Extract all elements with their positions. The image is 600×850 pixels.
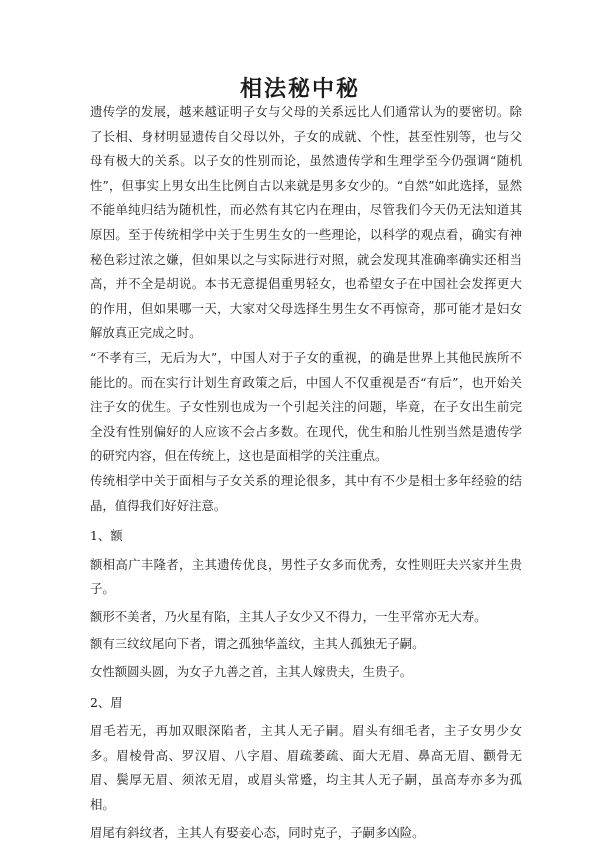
section-heading: 2、眉 <box>90 694 123 710</box>
section-entry: 额相高广丰隆者，主其遗传优良，男性子女多而优秀，女性则旺夫兴家并生贵子。 <box>90 556 522 597</box>
section-entry: 眉尾有斜纹者，主其人有娶妾心态，同时克子，子嗣多凶险。 <box>90 824 425 840</box>
intro-paragraph-2: “不孝有三，无后为大”，中国人对于子女的重视，的确是世界上其他民族所不能比的。而在实行计划生育政策之后，中国人不仅重视是否“有后”，也开始关注子女的优生。子女性别也成为一个引起关注的问题，毕竟，在子女出生前完全没有性别偏好的人应该不会占多数。在现代，优生和胎儿性别当然是遗传学的研究内容，但在传统上，这也是面相学的关注重点。 <box>90 349 522 464</box>
section-entry: 女性额圆头圆，为女子九善之首，主其人嫁贵夫，生贵子。 <box>90 664 413 680</box>
section-entry: 眉毛若无，再加双眼深陷者，主其人无子嗣。眉头有细毛者，主子女男少女多。眉棱骨高、罗汉眉、八字眉、眉疏萎疏、面大无眉、鼻高无眉、颧骨无眉、鬓厚无眉、须浓无眉，或眉头常蹙，均主其人无子嗣，虽高寿亦多为孤相。 <box>90 723 522 813</box>
section-heading: 1、额 <box>90 528 123 544</box>
document-body <box>90 100 522 848</box>
section-eyebrows <box>90 691 522 846</box>
section-entry: 额有三纹纹尾向下者，谓之孤独华盖纹，主其人孤独无子嗣。 <box>90 636 425 652</box>
intro-paragraph-3: 传统相学中关于面相与子女关系的理论很多，其中有不少是相士多年经验的结晶，值得我们好好注意。 <box>90 472 522 513</box>
section-entry: 额形不美者，乃火星有陷，主其人子女少又不得力，一生平常亦无大寿。 <box>90 608 487 624</box>
intro-paragraph-1: 遗传学的发展，越来越证明子女与父母的关系远比人们通常认为的要密切。除了长相、身材明显遗传自父母以外，子女的成就、个性，甚至性别等，也与父母有极大的关系。以子女的性别而论，虽然遗传学和生理学至今仍强调“随机性”，但事实上男女出生比例自古以来就是男多女少的。“自然”如此选择，显然不能单纯归结为随机性，而必然有其它内在理由，尽管我们今天仍无法知道其原因。至于传统相学中关于生男生女的一些理论，以科学的观点看，确实有神秘色彩过浓之嫌，但如果以之与实际进行对照，就会发现其准确率确实还相当高，并不全是胡说。本书无意提倡重男轻女，也希望女子在中国社会发挥更大的作用，但如果哪一天，大家对父母选择生男生女不再惊奇，那可能才是妇女解放真正完成之时。 <box>90 104 522 341</box>
page-title: 相法秘中秘 <box>239 76 360 102</box>
section-forehead <box>90 524 522 685</box>
